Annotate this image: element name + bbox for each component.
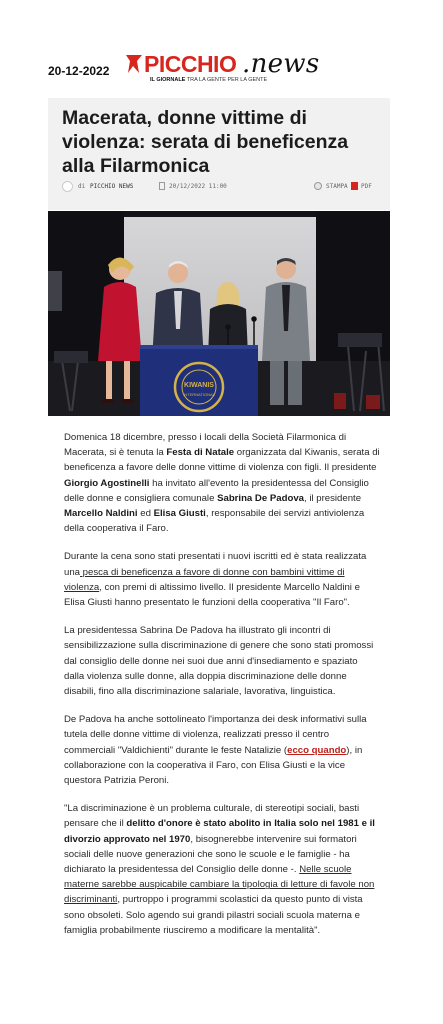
- logo-tagline: IL GIORNALE TRA LA GENTE PER LA GENTE: [150, 77, 268, 83]
- byline-prefix: di: [78, 183, 86, 190]
- ecco-quando-link[interactable]: ecco quando: [287, 744, 347, 756]
- paragraph-3: La presidentessa Sabrina De Padova ha illustrato gli incontri di sensibilizzazione sulla discriminazione di genere che sono stati promossi dal consiglio delle donne nei suoi due anni d'insediamento e spaziato dalla violenza sulle donne, alla doppia discriminazione delle donne disabili, fino alla discriminazione salariale, lavorativa, linguistica.: [64, 625, 374, 698]
- publish-date: 20/12/2022 11:00: [169, 183, 227, 190]
- pdf-button[interactable]: PDF: [361, 183, 372, 190]
- event-photo-scene: [48, 211, 390, 416]
- pdf-icon[interactable]: [351, 182, 358, 190]
- author-name[interactable]: PICCHIO NEWS: [90, 183, 134, 190]
- logo-brand-text: PICCHIO: [144, 51, 237, 77]
- paragraph-2: Durante la cena sono stati presentati i nuovi iscritti ed è stata realizzata una pesca di beneficenza a favore di donne con bambini vittime di violenza, con premi di altissimo livello. Il presidente Marcello Naldini e Elisa Giusti hanno presentato le funzioni della cooperativa "Il Faro".: [64, 551, 367, 609]
- article-photo: [48, 211, 390, 416]
- paragraph-4: De Padova ha anche sottolineato l'importanza dei desk informativi sulla tutela delle donne vittime di violenza, realizzati presso il centro commerciali "Valdichienti" durante le feste Natalizie (ecco quando), in collaborazione con la cooperativa il Faro, con Elisa Giusti e la vice questora Patrizia Peroni.: [64, 714, 367, 787]
- article-body: [64, 430, 380, 951]
- print-button[interactable]: STAMPA: [326, 183, 348, 190]
- edition-date: 20-12-2022: [48, 64, 110, 78]
- logo-news-text: .news: [242, 49, 320, 79]
- nursery-school-link[interactable]: Nelle scuole materne sarebbe auspicabile cambiare la tipologia di letture di favole non discriminanti: [64, 864, 375, 906]
- banner-text: KIWANIS: [184, 382, 214, 389]
- paragraph-5: "La discriminazione è un problema culturale, di stereotipi sociali, basti pensare che il delitto d'onore è stato abolito in Italia solo nel 1981 e il divorzio approvato nel 1970, bisognerebbe intervenire sui formatori sociali delle nuove generazioni che sono le scuole e le famiglie - ha dichiarato la presidentessa del Consiglio delle donne -. Nelle scuole materne sarebbe auspicabile cambiare la tipologia di letture di favole non discriminanti, purtroppo i programmi scolastici da questo punto di vista sono obsoleti. Solo agendo sui grandi pilastri sociali scuola materna e famiglia probabilmente riusciremo a modificare la mentalità".: [64, 803, 375, 936]
- charity-raffle-link[interactable]: pesca di beneficenza a favore di donne con bambini vittime di violenza: [64, 566, 345, 593]
- site-logo[interactable]: [124, 50, 324, 84]
- banner-subtext: INTERNATIONAL: [183, 392, 215, 397]
- article-header-card: [48, 98, 390, 210]
- author-avatar: [62, 181, 73, 192]
- article-meta: [62, 181, 380, 193]
- paragraph-1: Domenica 18 dicembre, presso i locali della Società Filarmonica di Macerata, si è tenuta la Festa di Natale organizzata dal Kiwanis, serata di beneficenza a favore delle donne vittime di violenza con figli. Il presidente Giorgio Agostinelli ha invitato all'evento la presidentessa del Consiglio delle donne e consigliera comunale Sabrina De Padova, il presidente Marcello Naldini ed Elisa Giusti, responsabile dei servizi antiviolenza della cooperativa il Faro.: [64, 432, 380, 535]
- kiwanis-banner: [140, 345, 258, 416]
- article-title: Macerata, donne vittime di violenza: serata di beneficenza alla Filarmonica: [62, 107, 349, 177]
- clock-icon: [159, 182, 165, 190]
- print-icon[interactable]: [314, 182, 322, 190]
- picchio-bird-icon: [124, 52, 144, 76]
